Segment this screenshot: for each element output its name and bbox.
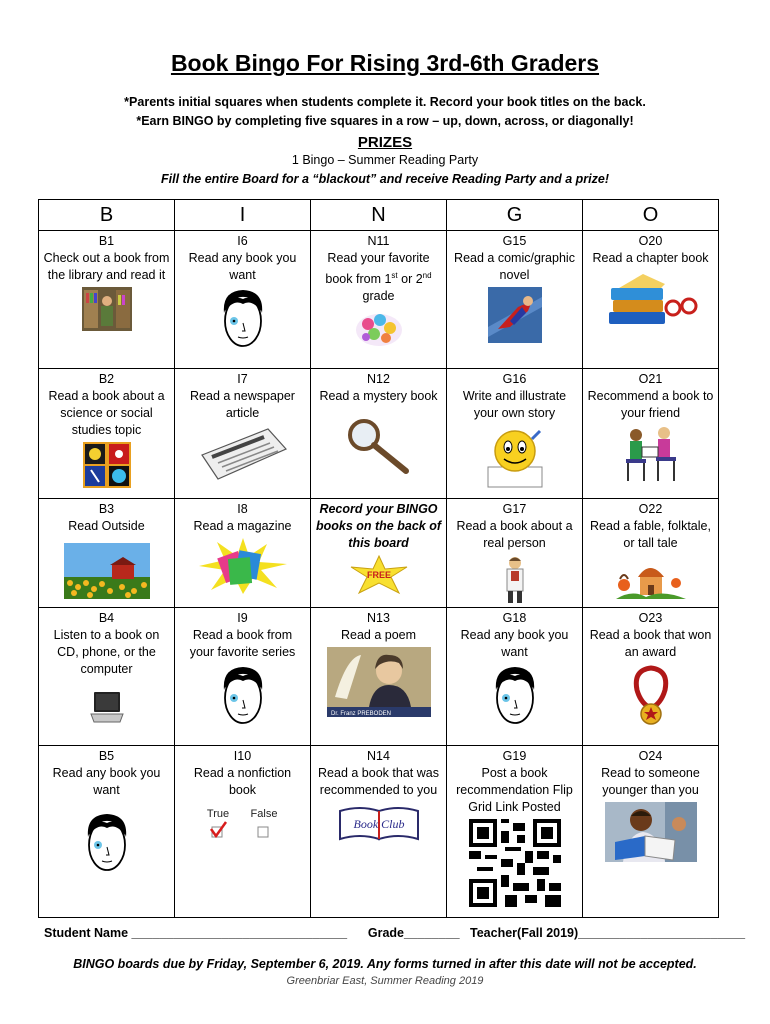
fairytale-house-icon bbox=[612, 555, 690, 601]
bingo-row-1 bbox=[39, 231, 719, 369]
svg-text:False: False bbox=[250, 808, 277, 820]
square-text: Post a book recommendation Flip Grid Link Posted bbox=[456, 766, 573, 814]
candy-icon bbox=[354, 308, 404, 348]
books-glasses-icon bbox=[603, 270, 699, 330]
square-code: O24 bbox=[638, 749, 663, 763]
square-code: G17 bbox=[502, 502, 527, 516]
boy-face-icon bbox=[220, 287, 266, 349]
column-header-g: G bbox=[447, 200, 583, 231]
column-header-b: B bbox=[39, 200, 175, 231]
square-code: I9 bbox=[237, 611, 248, 625]
medal-icon bbox=[631, 664, 671, 726]
bingo-square-i6[interactable] bbox=[175, 231, 311, 369]
school-footer: Greenbriar East, Summer Reading 2019 bbox=[286, 975, 484, 987]
book-club-icon bbox=[336, 805, 422, 845]
square-text: Read a book about a science or social studies topic bbox=[48, 389, 165, 437]
prize-one-bingo: 1 Bingo – Summer Reading Party bbox=[291, 153, 479, 167]
square-code: G19 bbox=[502, 749, 527, 763]
poet-portrait-icon bbox=[327, 647, 431, 717]
instructions-line-2: *Earn BINGO by completing five squares in a row – up, down, across, or diagonally! bbox=[136, 114, 634, 128]
square-text: Read a fable, folktale, or tall tale bbox=[590, 519, 711, 550]
square-code: N14 bbox=[367, 749, 390, 763]
bingo-square-g16[interactable] bbox=[447, 369, 583, 499]
bingo-square-i9[interactable] bbox=[175, 608, 311, 746]
square-text: Read any book you want bbox=[460, 628, 569, 659]
bingo-square-b2[interactable] bbox=[39, 369, 175, 499]
magazines-icon bbox=[197, 538, 289, 594]
magnifying-glass-icon bbox=[344, 415, 414, 477]
bingo-square-i10[interactable] bbox=[175, 746, 311, 918]
bingo-row-4 bbox=[39, 608, 719, 746]
library-photo bbox=[82, 287, 132, 331]
bingo-row-3 bbox=[39, 499, 719, 608]
square-code: G15 bbox=[502, 234, 527, 248]
bingo-square-b3[interactable] bbox=[39, 499, 175, 608]
laptop-icon bbox=[90, 690, 124, 724]
square-text: Listen to a book on CD, phone, or the computer bbox=[53, 628, 160, 676]
column-header-i: I bbox=[175, 200, 311, 231]
column-header-o: O bbox=[583, 200, 719, 231]
svg-text:True: True bbox=[206, 808, 229, 820]
column-header-n: N bbox=[311, 200, 447, 231]
square-text: Read a newspaper article bbox=[190, 389, 295, 420]
outdoor-field-icon bbox=[64, 543, 150, 599]
square-text: Read any book you want bbox=[52, 766, 161, 797]
bingo-row-5 bbox=[39, 746, 719, 918]
writing-smiley-icon bbox=[480, 425, 550, 489]
superhero-icon bbox=[488, 287, 542, 343]
square-code: I6 bbox=[237, 234, 248, 248]
bingo-square-b4[interactable] bbox=[39, 608, 175, 746]
square-text: Read a mystery book bbox=[319, 389, 438, 403]
bingo-square-b5[interactable] bbox=[39, 746, 175, 918]
square-code: B3 bbox=[98, 502, 115, 516]
page-title: Book Bingo For Rising 3rd-6th Graders bbox=[170, 50, 600, 76]
square-text: Read to someone younger than you bbox=[601, 766, 700, 797]
square-code: O20 bbox=[638, 234, 663, 248]
science-icon bbox=[83, 442, 131, 488]
square-text: Check out a book from the library and read it bbox=[43, 251, 170, 282]
student-info-line[interactable]: Student Name _______________________________ Grade________ Teacher(Fall 2019)________________________ bbox=[44, 926, 746, 940]
bingo-square-n13[interactable] bbox=[311, 608, 447, 746]
square-code: B5 bbox=[98, 749, 115, 763]
bingo-square-free-space[interactable] bbox=[311, 499, 447, 608]
boy-face-icon bbox=[220, 664, 266, 726]
bingo-square-i7[interactable] bbox=[175, 369, 311, 499]
square-code: N12 bbox=[367, 372, 390, 386]
square-code: N13 bbox=[367, 611, 390, 625]
square-text: Read a chapter book bbox=[592, 251, 709, 265]
person-icon bbox=[495, 555, 535, 605]
column-headers bbox=[39, 200, 719, 231]
square-code: G18 bbox=[502, 611, 527, 625]
prize-blackout: Fill the entire Board for a “blackout” and receive Reading Party and a prize! bbox=[160, 172, 610, 186]
bingo-square-o20[interactable] bbox=[583, 231, 719, 369]
square-code: G16 bbox=[502, 372, 527, 386]
square-text: Read a nonfiction book bbox=[193, 766, 292, 797]
bingo-square-o22[interactable] bbox=[583, 499, 719, 608]
boy-face-icon bbox=[492, 664, 538, 726]
svg-text:FREE: FREE bbox=[366, 570, 391, 580]
bingo-board bbox=[38, 199, 719, 918]
bingo-square-i8[interactable] bbox=[175, 499, 311, 608]
prizes-heading: PRIZES bbox=[357, 134, 413, 151]
svg-text:Book Club: Book Club bbox=[353, 817, 404, 831]
square-code: B4 bbox=[98, 611, 115, 625]
bingo-square-b1[interactable] bbox=[39, 231, 175, 369]
square-code: B1 bbox=[98, 234, 115, 248]
square-text: Read a book that was recommended to you bbox=[318, 766, 439, 797]
bingo-square-n14[interactable] bbox=[311, 746, 447, 918]
child-reading-photo bbox=[605, 802, 697, 862]
square-text: Read a book from your favorite series bbox=[189, 628, 296, 659]
square-text: Recommend a book to your friend bbox=[587, 389, 714, 420]
instructions-line-1: *Parents initial squares when students complete it. Record your book titles on the back. bbox=[124, 95, 646, 109]
square-text: Read a poem bbox=[340, 628, 417, 642]
bingo-row-2 bbox=[39, 369, 719, 499]
due-date-notice: BINGO boards due by Friday, September 6, 2019. Any forms turned in after this date will not be accepted. bbox=[73, 957, 697, 971]
square-text: Read a comic/graphic novel bbox=[454, 251, 575, 282]
bingo-square-g17[interactable] bbox=[447, 499, 583, 608]
bingo-square-n12[interactable] bbox=[311, 369, 447, 499]
square-code: I10 bbox=[233, 749, 252, 763]
bingo-square-o23[interactable] bbox=[583, 608, 719, 746]
bingo-square-g15[interactable] bbox=[447, 231, 583, 369]
free-star-icon bbox=[349, 555, 409, 595]
bingo-square-n11[interactable] bbox=[311, 231, 447, 369]
qr-code-icon[interactable] bbox=[469, 819, 561, 907]
newspaper-icon bbox=[198, 425, 288, 481]
square-text: Read any book you want bbox=[188, 251, 297, 282]
bingo-square-o24[interactable] bbox=[583, 746, 719, 918]
true-false-icon bbox=[198, 805, 288, 845]
square-text: Read your favorite book from 1st or 2nd grade bbox=[325, 251, 432, 304]
square-code: B2 bbox=[98, 372, 115, 386]
svg-text:Dr. Franz PREBODEN: Dr. Franz PREBODEN bbox=[330, 711, 391, 717]
square-code: O21 bbox=[638, 372, 663, 386]
friends-reading-icon bbox=[620, 425, 682, 483]
square-text: Read a magazine bbox=[193, 519, 292, 533]
square-text: Read Outside bbox=[68, 519, 145, 533]
square-text: Write and illustrate your own story bbox=[462, 389, 567, 420]
square-text: Read a book about a real person bbox=[456, 519, 573, 550]
bingo-square-o21[interactable] bbox=[583, 369, 719, 499]
bingo-square-g18[interactable] bbox=[447, 608, 583, 746]
boy-face-icon bbox=[84, 811, 130, 873]
square-code: N11 bbox=[367, 234, 390, 248]
square-text: Read a book that won an award bbox=[589, 628, 712, 659]
square-code: I8 bbox=[237, 502, 248, 516]
bingo-square-g19[interactable] bbox=[447, 746, 583, 918]
square-code: I7 bbox=[237, 372, 248, 386]
square-text: Record your BINGO books on the back of this board bbox=[315, 502, 441, 550]
square-code: O23 bbox=[638, 611, 663, 625]
square-code: O22 bbox=[638, 502, 663, 516]
